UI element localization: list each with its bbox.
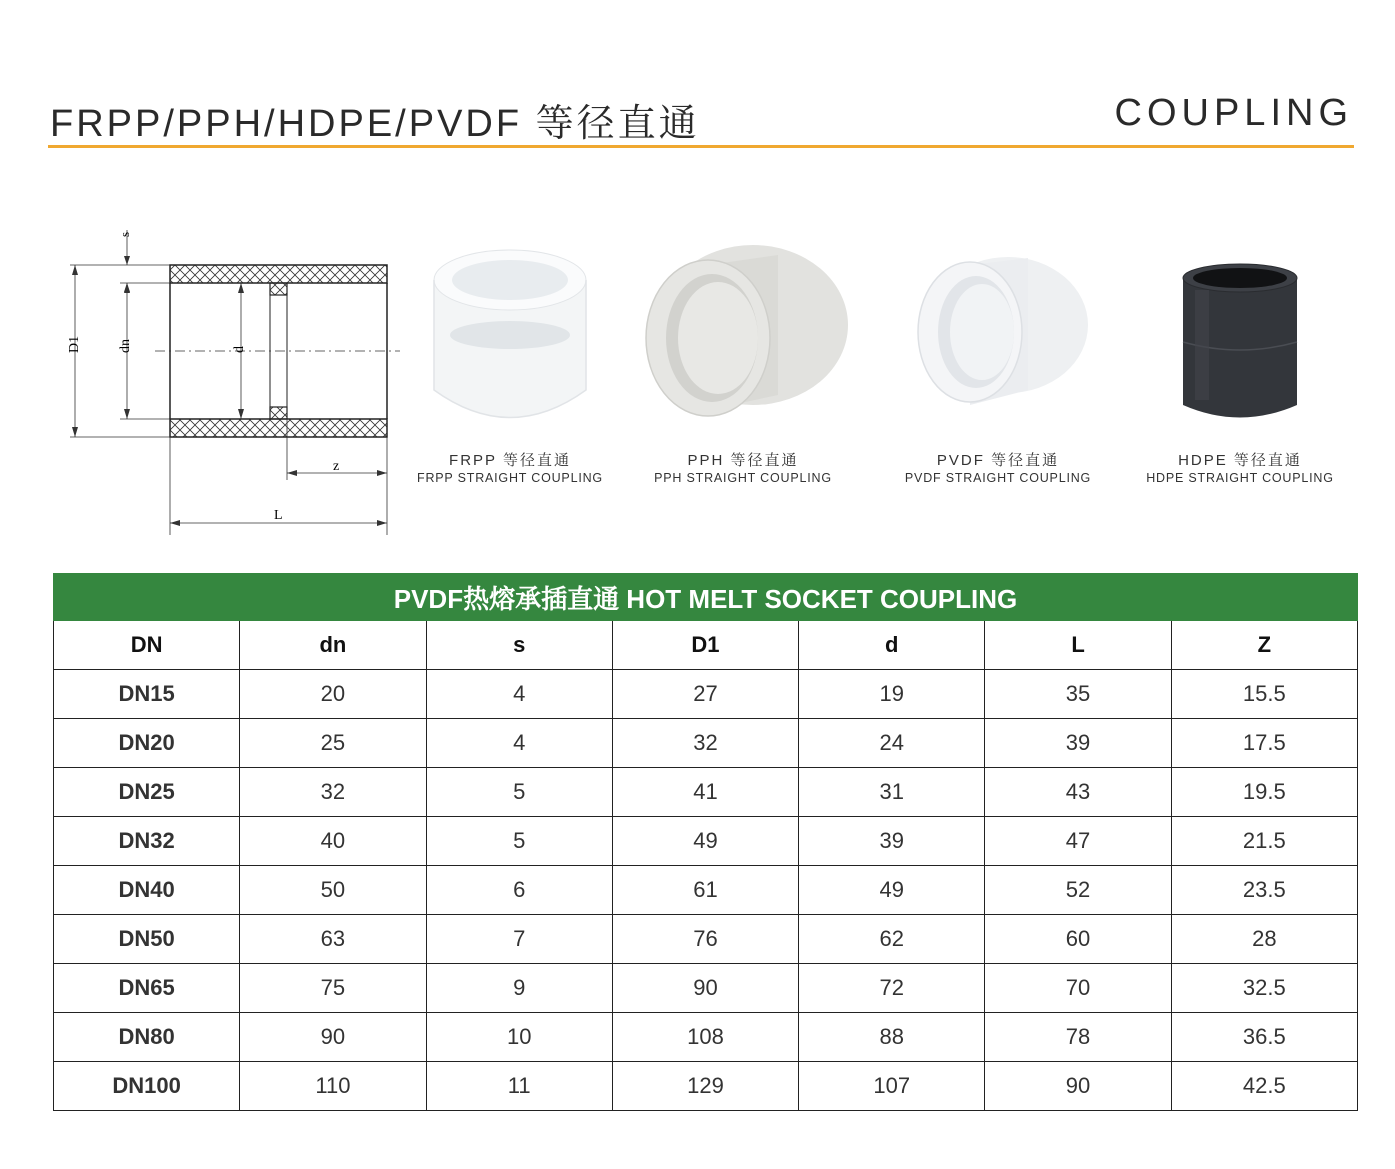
- table-cell-dn: 75: [240, 964, 426, 1013]
- table-cell-dn: DN32: [54, 817, 240, 866]
- table-cell-s: 4: [426, 719, 612, 768]
- table-cell-dn: DN20: [54, 719, 240, 768]
- table-cell-dn: 25: [240, 719, 426, 768]
- table-row: [54, 964, 1358, 1013]
- table-header-row: [54, 621, 1358, 670]
- table-cell-dn: DN25: [54, 768, 240, 817]
- product-name-cn: FRPP 等径直通: [449, 452, 571, 469]
- product-name-en: FRPP STRAIGHT COUPLING: [417, 471, 603, 485]
- table-cell-dn: 63: [240, 915, 426, 964]
- table-cell-dn: 20: [240, 670, 426, 719]
- table-cell-z: 36.5: [1171, 1013, 1357, 1062]
- label-d: d: [232, 346, 247, 353]
- table-cell-z: 15.5: [1171, 670, 1357, 719]
- label-s: s: [117, 231, 132, 237]
- table-title: PVDF热熔承插直通 HOT MELT SOCKET COUPLING: [54, 574, 1358, 621]
- column-header-z: Z: [1171, 621, 1357, 670]
- table-cell-d1: 32: [612, 719, 798, 768]
- table-cell-d1: 61: [612, 866, 798, 915]
- table-cell-s: 10: [426, 1013, 612, 1062]
- table-cell-d: 39: [799, 817, 985, 866]
- table-cell-dn: 50: [240, 866, 426, 915]
- table-cell-l: 39: [985, 719, 1171, 768]
- table-cell-s: 7: [426, 915, 612, 964]
- coupling-technical-drawing: [55, 225, 405, 540]
- spec-table: [53, 573, 1358, 1111]
- table-cell-dn: DN50: [54, 915, 240, 964]
- label-D1: D1: [67, 335, 82, 353]
- label-L: L: [274, 508, 283, 523]
- table-cell-s: 5: [426, 817, 612, 866]
- pph-coupling-image: [638, 240, 848, 445]
- table-cell-z: 32.5: [1171, 964, 1357, 1013]
- page-title-english: COUPLING: [1114, 92, 1353, 134]
- table-cell-dn: DN65: [54, 964, 240, 1013]
- product-name-cn: HDPE 等径直通: [1178, 452, 1302, 469]
- table-cell-l: 35: [985, 670, 1171, 719]
- table-cell-dn: 40: [240, 817, 426, 866]
- frpp-coupling-image: [410, 240, 610, 445]
- table-cell-s: 4: [426, 670, 612, 719]
- table-cell-d: 62: [799, 915, 985, 964]
- table-cell-l: 52: [985, 866, 1171, 915]
- table-cell-d1: 41: [612, 768, 798, 817]
- bottom-wall: [170, 419, 387, 437]
- column-header-d: d: [799, 621, 985, 670]
- page-title: FRPP/PPH/HDPE/PVDF 等径直通: [50, 103, 700, 145]
- product-pvdf: [868, 240, 1128, 485]
- table-cell-d: 88: [799, 1013, 985, 1062]
- column-header-dn: DN: [54, 621, 240, 670]
- table-cell-l: 70: [985, 964, 1171, 1013]
- column-header-dn: dn: [240, 621, 426, 670]
- table-cell-d: 107: [799, 1062, 985, 1111]
- table-cell-z: 19.5: [1171, 768, 1357, 817]
- column-header-d1: D1: [612, 621, 798, 670]
- product-name-en: PPH STRAIGHT COUPLING: [654, 471, 832, 485]
- table-cell-dn: 90: [240, 1013, 426, 1062]
- table-cell-dn: DN40: [54, 866, 240, 915]
- table-cell-s: 11: [426, 1062, 612, 1111]
- center-stop-top: [270, 283, 287, 295]
- center-stop-bottom: [270, 407, 287, 419]
- table-cell-l: 47: [985, 817, 1171, 866]
- product-name-en: PVDF STRAIGHT COUPLING: [904, 471, 1092, 485]
- table-cell-d1: 129: [612, 1062, 798, 1111]
- table-cell-d1: 108: [612, 1013, 798, 1062]
- table-cell-d: 19: [799, 670, 985, 719]
- product-pph: [613, 240, 873, 485]
- header-divider: [48, 145, 1354, 148]
- table-cell-z: 42.5: [1171, 1062, 1357, 1111]
- table-cell-d: 31: [799, 768, 985, 817]
- table-row: [54, 866, 1358, 915]
- table-cell-d1: 49: [612, 817, 798, 866]
- table-cell-z: 23.5: [1171, 866, 1357, 915]
- table-cell-z: 21.5: [1171, 817, 1357, 866]
- table-cell-d: 72: [799, 964, 985, 1013]
- hdpe-coupling-image: [1140, 240, 1340, 445]
- table-row: [54, 1062, 1358, 1111]
- product-frpp: [380, 240, 640, 485]
- product-name-cn: PPH 等径直通: [687, 452, 799, 469]
- table-cell-dn: DN100: [54, 1062, 240, 1111]
- table-cell-l: 90: [985, 1062, 1171, 1111]
- table-row: [54, 670, 1358, 719]
- table-cell-s: 5: [426, 768, 612, 817]
- product-name-en: HDPE STRAIGHT COUPLING: [1146, 471, 1334, 485]
- table-row: [54, 915, 1358, 964]
- product-hdpe: [1110, 240, 1370, 485]
- label-z: z: [333, 459, 340, 474]
- table-row: [54, 768, 1358, 817]
- table-cell-l: 78: [985, 1013, 1171, 1062]
- table-cell-d: 49: [799, 866, 985, 915]
- table-cell-l: 60: [985, 915, 1171, 964]
- table-row: [54, 817, 1358, 866]
- table-cell-d1: 90: [612, 964, 798, 1013]
- table-cell-s: 9: [426, 964, 612, 1013]
- product-name-cn: PVDF 等径直通: [936, 452, 1060, 469]
- table-row: [54, 719, 1358, 768]
- table-cell-dn: DN15: [54, 670, 240, 719]
- table-cell-dn: 110: [240, 1062, 426, 1111]
- pvdf-coupling-image: [898, 240, 1098, 445]
- table-cell-dn: 32: [240, 768, 426, 817]
- column-header-l: L: [985, 621, 1171, 670]
- table-cell-d1: 76: [612, 915, 798, 964]
- top-wall: [170, 265, 387, 283]
- table-row: [54, 1013, 1358, 1062]
- column-header-s: s: [426, 621, 612, 670]
- table-cell-d: 24: [799, 719, 985, 768]
- table-cell-z: 28: [1171, 915, 1357, 964]
- table-body: [54, 670, 1358, 1111]
- table-cell-dn: DN80: [54, 1013, 240, 1062]
- table-cell-l: 43: [985, 768, 1171, 817]
- label-dn: dn: [118, 339, 133, 353]
- table-cell-z: 17.5: [1171, 719, 1357, 768]
- table-cell-d1: 27: [612, 670, 798, 719]
- table-cell-s: 6: [426, 866, 612, 915]
